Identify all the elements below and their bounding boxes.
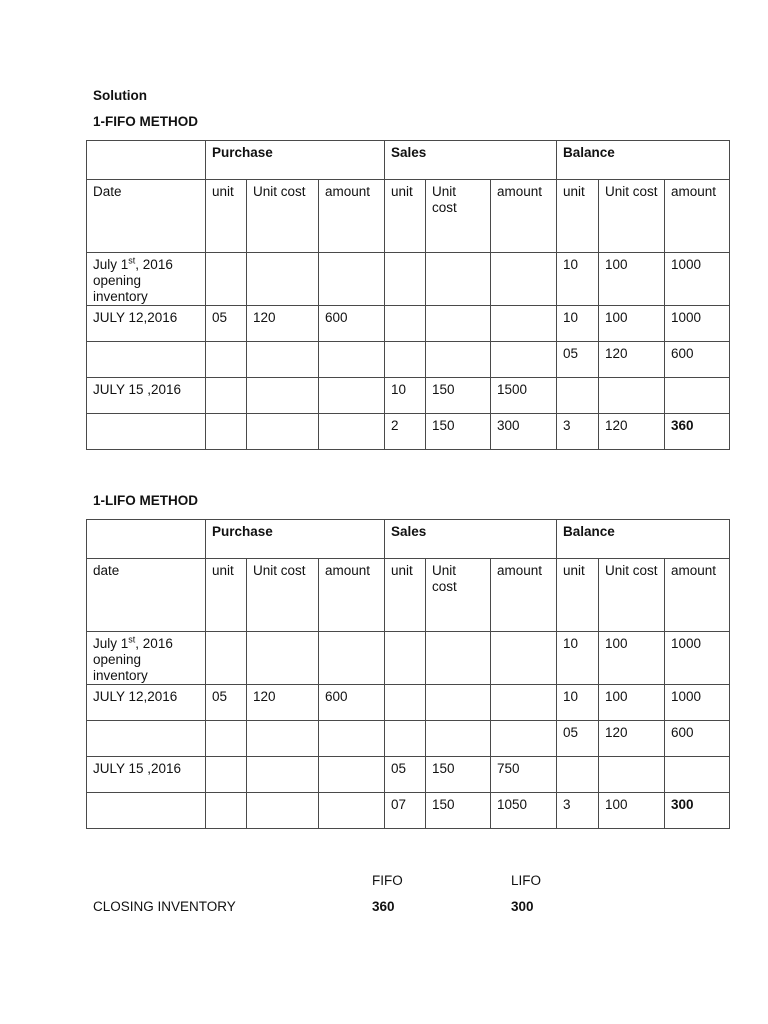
table-row bbox=[87, 757, 730, 793]
table-row bbox=[87, 721, 730, 757]
date-cell: JULY 12,2016 bbox=[87, 306, 206, 342]
table-cell bbox=[385, 342, 426, 378]
table-cell bbox=[247, 632, 319, 685]
column-header-row bbox=[87, 180, 730, 253]
table-cell: 150 bbox=[426, 793, 491, 829]
table-cell bbox=[426, 342, 491, 378]
col-header: Unit cost bbox=[426, 559, 491, 632]
col-header: Unit cost bbox=[599, 559, 665, 632]
lifo-closing-amount: 300 bbox=[665, 793, 730, 829]
table-cell bbox=[319, 378, 385, 414]
table-cell bbox=[491, 342, 557, 378]
group-sales: Sales bbox=[385, 520, 557, 559]
table-cell bbox=[385, 306, 426, 342]
table-row bbox=[87, 378, 730, 414]
table-cell: 120 bbox=[599, 721, 665, 757]
summary-fifo-header: FIFO bbox=[372, 873, 403, 888]
table-cell bbox=[319, 632, 385, 685]
col-header: unit bbox=[557, 180, 599, 253]
table-row bbox=[87, 632, 730, 685]
table-cell bbox=[385, 253, 426, 306]
column-header-row bbox=[87, 559, 730, 632]
table-cell bbox=[206, 253, 247, 306]
closing-inventory-lifo: 300 bbox=[511, 899, 534, 914]
col-header: date bbox=[87, 559, 206, 632]
table-cell bbox=[206, 632, 247, 685]
table-cell: 120 bbox=[599, 342, 665, 378]
group-purchase: Purchase bbox=[206, 520, 385, 559]
table-cell bbox=[206, 757, 247, 793]
table-cell bbox=[426, 253, 491, 306]
table-cell bbox=[206, 793, 247, 829]
group-purchase: Purchase bbox=[206, 141, 385, 180]
col-header: unit bbox=[206, 559, 247, 632]
table-cell bbox=[426, 632, 491, 685]
table-cell: 100 bbox=[599, 253, 665, 306]
table-cell bbox=[557, 757, 599, 793]
table-cell: 600 bbox=[319, 685, 385, 721]
lifo-table bbox=[86, 519, 730, 829]
table-cell bbox=[557, 378, 599, 414]
table-cell bbox=[426, 685, 491, 721]
table-cell: 100 bbox=[599, 632, 665, 685]
date-cell: JULY 12,2016 bbox=[87, 685, 206, 721]
table-cell bbox=[491, 306, 557, 342]
table-cell: 1500 bbox=[491, 378, 557, 414]
table-cell bbox=[319, 793, 385, 829]
group-header-row bbox=[87, 141, 730, 180]
table-cell: 100 bbox=[599, 306, 665, 342]
table-cell: 150 bbox=[426, 378, 491, 414]
table-cell: 600 bbox=[665, 342, 730, 378]
table-cell: 10 bbox=[557, 253, 599, 306]
col-header: amount bbox=[491, 180, 557, 253]
col-header: amount bbox=[491, 559, 557, 632]
table-cell bbox=[319, 721, 385, 757]
table-cell: 100 bbox=[599, 793, 665, 829]
table-cell bbox=[426, 721, 491, 757]
group-header-row bbox=[87, 520, 730, 559]
table-cell bbox=[247, 253, 319, 306]
table-cell bbox=[319, 253, 385, 306]
table-row bbox=[87, 685, 730, 721]
table-cell bbox=[491, 721, 557, 757]
col-header: unit bbox=[206, 180, 247, 253]
table-cell bbox=[426, 306, 491, 342]
group-balance: Balance bbox=[557, 141, 730, 180]
table-cell: 1000 bbox=[665, 306, 730, 342]
page-title: Solution bbox=[93, 88, 147, 103]
table-cell: 05 bbox=[206, 306, 247, 342]
table-cell: 120 bbox=[599, 414, 665, 450]
table-cell: 07 bbox=[385, 793, 426, 829]
table-cell bbox=[385, 685, 426, 721]
table-cell bbox=[247, 793, 319, 829]
col-header: unit bbox=[385, 559, 426, 632]
table-cell: 100 bbox=[599, 685, 665, 721]
table-cell: 3 bbox=[557, 793, 599, 829]
col-header: amount bbox=[319, 559, 385, 632]
table-cell bbox=[385, 632, 426, 685]
table-cell bbox=[206, 414, 247, 450]
table-cell: 2 bbox=[385, 414, 426, 450]
table-cell: 05 bbox=[557, 721, 599, 757]
group-balance: Balance bbox=[557, 520, 730, 559]
col-header: unit bbox=[385, 180, 426, 253]
table-cell bbox=[206, 378, 247, 414]
table-cell bbox=[247, 757, 319, 793]
col-header: Unit cost bbox=[599, 180, 665, 253]
closing-inventory-fifo: 360 bbox=[372, 899, 395, 914]
table-row bbox=[87, 414, 730, 450]
group-sales: Sales bbox=[385, 141, 557, 180]
col-header: amount bbox=[665, 180, 730, 253]
col-header: Unit cost bbox=[247, 180, 319, 253]
table-cell: 750 bbox=[491, 757, 557, 793]
col-header: Date bbox=[87, 180, 206, 253]
table-cell: 300 bbox=[491, 414, 557, 450]
table-cell: 3 bbox=[557, 414, 599, 450]
date-cell bbox=[87, 342, 206, 378]
date-cell bbox=[87, 793, 206, 829]
col-header: unit bbox=[557, 559, 599, 632]
table-cell: 10 bbox=[557, 685, 599, 721]
col-header: amount bbox=[319, 180, 385, 253]
fifo-closing-amount: 360 bbox=[665, 414, 730, 450]
table-cell bbox=[319, 414, 385, 450]
date-cell bbox=[87, 721, 206, 757]
table-cell bbox=[247, 378, 319, 414]
col-header: Unit cost bbox=[247, 559, 319, 632]
table-cell: 10 bbox=[385, 378, 426, 414]
table-cell: 120 bbox=[247, 685, 319, 721]
table-cell: 05 bbox=[206, 685, 247, 721]
closing-inventory-label: CLOSING INVENTORY bbox=[93, 899, 236, 914]
date-cell: July 1st, 2016 opening inventory bbox=[87, 632, 206, 685]
table-cell: 05 bbox=[557, 342, 599, 378]
table-cell: 05 bbox=[385, 757, 426, 793]
fifo-table bbox=[86, 140, 730, 450]
table-row bbox=[87, 306, 730, 342]
table-cell bbox=[599, 378, 665, 414]
table-cell: 1050 bbox=[491, 793, 557, 829]
table-cell bbox=[491, 632, 557, 685]
date-cell: JULY 15 ,2016 bbox=[87, 378, 206, 414]
table-cell bbox=[247, 721, 319, 757]
table-cell bbox=[665, 757, 730, 793]
lifo-heading: 1-LIFO METHOD bbox=[93, 493, 198, 508]
table-row bbox=[87, 793, 730, 829]
table-cell bbox=[665, 378, 730, 414]
col-header: amount bbox=[665, 559, 730, 632]
table-cell bbox=[319, 342, 385, 378]
table-cell: 10 bbox=[557, 632, 599, 685]
table-cell: 1000 bbox=[665, 632, 730, 685]
table-row bbox=[87, 253, 730, 306]
table-cell: 600 bbox=[665, 721, 730, 757]
table-cell bbox=[599, 757, 665, 793]
table-cell: 600 bbox=[319, 306, 385, 342]
table-row bbox=[87, 342, 730, 378]
summary-lifo-header: LIFO bbox=[511, 873, 542, 888]
date-cell: July 1st, 2016 opening inventory bbox=[87, 253, 206, 306]
empty-cell bbox=[87, 141, 206, 180]
col-header: Unit cost bbox=[426, 180, 491, 253]
table-cell bbox=[247, 414, 319, 450]
table-cell bbox=[206, 721, 247, 757]
table-cell bbox=[491, 253, 557, 306]
table-cell: 150 bbox=[426, 757, 491, 793]
table-cell: 150 bbox=[426, 414, 491, 450]
empty-cell bbox=[87, 520, 206, 559]
table-cell: 10 bbox=[557, 306, 599, 342]
table-cell bbox=[206, 342, 247, 378]
date-cell bbox=[87, 414, 206, 450]
table-cell: 120 bbox=[247, 306, 319, 342]
table-cell bbox=[491, 685, 557, 721]
table-cell bbox=[385, 721, 426, 757]
table-cell bbox=[319, 757, 385, 793]
table-cell: 1000 bbox=[665, 253, 730, 306]
table-cell bbox=[247, 342, 319, 378]
date-cell: JULY 15 ,2016 bbox=[87, 757, 206, 793]
fifo-heading: 1-FIFO METHOD bbox=[93, 114, 198, 129]
table-cell: 1000 bbox=[665, 685, 730, 721]
